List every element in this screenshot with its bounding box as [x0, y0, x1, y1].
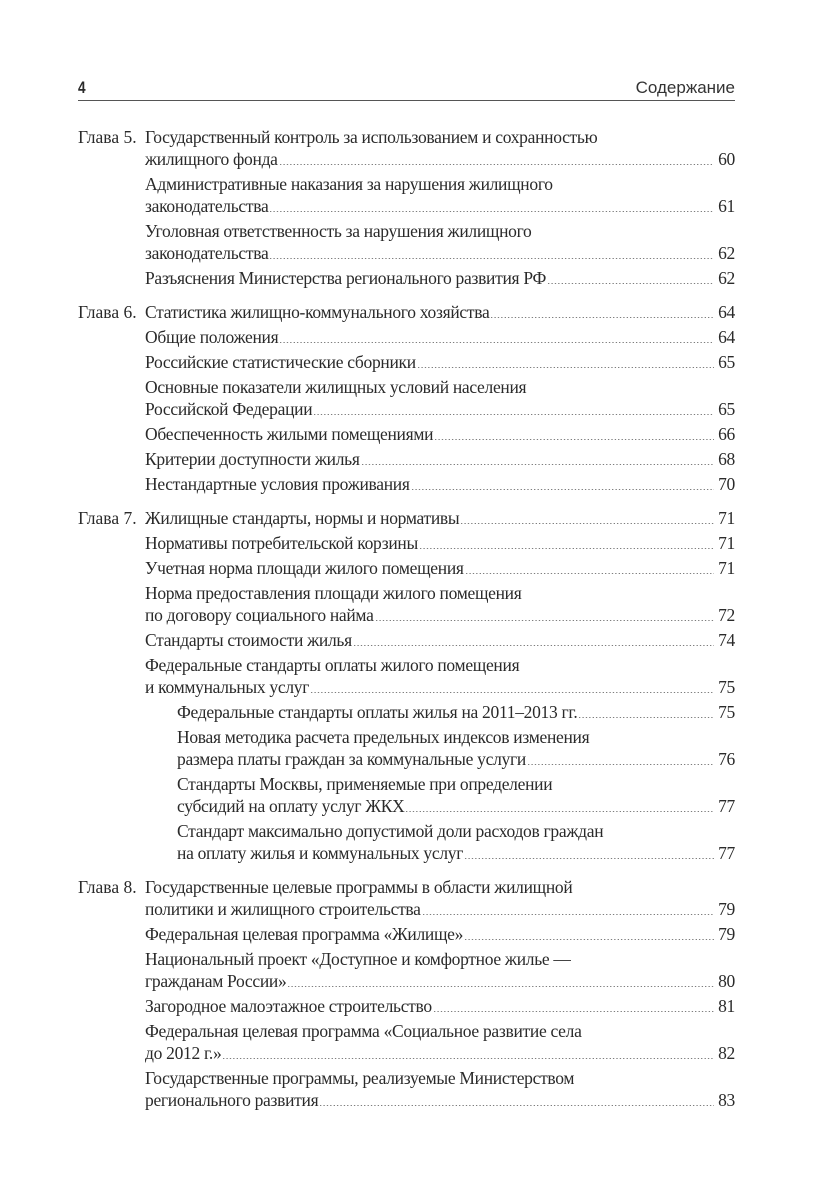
entry-page-number: 77: [718, 796, 735, 816]
toc-entry[interactable]: [78, 173, 735, 217]
entry-title: по договору социального найма: [145, 605, 374, 625]
entry-title: жилищного фонда: [145, 149, 278, 169]
entry-page-number: 71: [718, 558, 735, 578]
chapter-label: Глава 7.: [78, 508, 137, 528]
toc-entry[interactable]: [78, 267, 735, 289]
toc-entry[interactable]: [78, 1020, 735, 1064]
entry-title: Нестандартные условия проживания: [145, 474, 410, 494]
entry-title: политики и жилищного строительства: [145, 899, 421, 919]
toc-entry[interactable]: [78, 473, 735, 495]
entry-title: Жилищные стандарты, нормы и нормативы: [145, 508, 460, 528]
toc-entry[interactable]: [78, 582, 735, 626]
dot-leader: [490, 317, 714, 318]
dot-leader: [287, 986, 714, 987]
entry-title: Государственный контроль за использованием и сохранностью: [145, 127, 598, 147]
entry-title: Стандарты Москвы, применяемые при определении: [177, 774, 553, 794]
dot-leader: [375, 620, 714, 621]
toc-entry[interactable]: [78, 126, 735, 170]
entry-page-number: 61: [718, 196, 735, 216]
entry-title: законодательства: [145, 196, 269, 216]
toc-entry[interactable]: [78, 654, 735, 698]
toc-entry[interactable]: [78, 701, 735, 723]
dot-leader: [411, 489, 714, 490]
entry-page-number: 62: [718, 268, 735, 288]
entry-title: Федеральная целевая программа «Социальное развитие села: [145, 1021, 582, 1041]
chapter-label: Глава 6.: [78, 302, 137, 322]
dot-leader: [417, 367, 714, 368]
entry-page-number: 80: [718, 971, 735, 991]
dot-leader: [269, 211, 714, 212]
dot-leader: [547, 283, 714, 284]
entry-title: регионального развития: [145, 1090, 319, 1110]
entry-page-number: 60: [718, 149, 735, 169]
dot-leader: [527, 764, 714, 765]
entry-page-number: 82: [718, 1043, 735, 1063]
chapter-label: Глава 8.: [78, 877, 137, 897]
toc-entry[interactable]: [78, 726, 735, 770]
dot-leader: [419, 548, 714, 549]
toc-entry[interactable]: [78, 326, 735, 348]
entry-title: Норма предоставления площади жилого помещения: [145, 583, 522, 603]
entry-title: Разъяснения Министерства регионального развития РФ: [145, 268, 546, 288]
toc-chapter: [78, 876, 735, 1111]
dot-leader: [222, 1058, 714, 1059]
running-header: [78, 76, 735, 101]
entry-title: Новая методика расчета предельных индексов изменения: [177, 727, 590, 747]
dot-leader: [465, 573, 714, 574]
dot-leader: [464, 858, 714, 859]
entry-title: Государственные программы, реализуемые Министерством: [145, 1068, 575, 1088]
dot-leader: [405, 811, 714, 812]
entry-title: Учетная норма площади жилого помещения: [145, 558, 464, 578]
dot-leader: [310, 692, 714, 693]
entry-page-number: 65: [718, 399, 735, 419]
entry-title: Национальный проект «Доступное и комфортное жилье —: [145, 949, 571, 969]
entry-title: Федеральная целевая программа «Жилище»: [145, 924, 464, 944]
entry-title: Статистика жилищно-коммунального хозяйства: [145, 302, 490, 322]
entry-title: субсидий на оплату услуг ЖКХ: [177, 796, 405, 816]
toc-entry[interactable]: [78, 532, 735, 554]
entry-title: до 2012 г.»: [145, 1043, 222, 1063]
dot-leader: [464, 939, 714, 940]
entry-page-number: 66: [718, 424, 735, 444]
entry-title: размера платы граждан за коммунальные услуги: [177, 749, 526, 769]
entry-page-number: 74: [718, 630, 735, 650]
entry-title: Административные наказания за нарушения жилищного: [145, 174, 553, 194]
toc-chapter: [78, 126, 735, 289]
entry-title: Загородное малоэтажное строительство: [145, 996, 432, 1016]
toc-entry[interactable]: [78, 301, 735, 323]
toc-chapter: [78, 507, 735, 864]
toc-entry[interactable]: [78, 351, 735, 373]
entry-title: законодательства: [145, 243, 269, 263]
entry-page-number: 71: [718, 533, 735, 553]
toc-chapter: [78, 301, 735, 495]
toc-entry[interactable]: [78, 629, 735, 651]
toc-entry[interactable]: [78, 557, 735, 579]
dot-leader: [319, 1105, 714, 1106]
toc-entry[interactable]: [78, 448, 735, 470]
toc-entry[interactable]: [78, 820, 735, 864]
entry-title: на оплату жилья и коммунальных услуг: [177, 843, 464, 863]
entry-page-number: 64: [718, 302, 735, 322]
entry-title: Обеспеченность жилыми помещениями: [145, 424, 434, 444]
entry-title: Федеральные стандарты оплаты жилья на 2011–2013 гг.: [177, 702, 578, 722]
entry-page-number: 75: [718, 677, 735, 697]
toc-entry[interactable]: [78, 948, 735, 992]
entry-title: Основные показатели жилищных условий населения: [145, 377, 527, 397]
entry-page-number: 75: [718, 702, 735, 722]
entry-title: Нормативы потребительской корзины: [145, 533, 418, 553]
entry-title: Стандарты стоимости жилья: [145, 630, 352, 650]
entry-page-number: 71: [718, 508, 735, 528]
page-number: 4: [78, 78, 86, 97]
entry-page-number: 72: [718, 605, 735, 625]
entry-title: Уголовная ответственность за нарушения жилищного: [145, 221, 532, 241]
entry-page-number: 65: [718, 352, 735, 372]
dot-leader: [460, 523, 714, 524]
entry-page-number: 64: [718, 327, 735, 347]
dot-leader: [269, 258, 714, 259]
entry-title: гражданам России»: [145, 971, 287, 991]
entry-title: Стандарт максимально допустимой доли расходов граждан: [177, 821, 604, 841]
dot-leader: [433, 1011, 714, 1012]
dot-leader: [353, 645, 714, 646]
entry-page-number: 62: [718, 243, 735, 263]
chapter-label: Глава 5.: [78, 127, 137, 147]
toc-entry[interactable]: [78, 220, 735, 264]
toc-entry[interactable]: [78, 376, 735, 420]
dot-leader: [422, 914, 714, 915]
entry-title: и коммунальных услуг: [145, 677, 310, 697]
entry-page-number: 68: [718, 449, 735, 469]
toc-entry[interactable]: [78, 423, 735, 445]
entry-page-number: 70: [718, 474, 735, 494]
entry-title: Общие положения: [145, 327, 279, 347]
dot-leader: [361, 464, 714, 465]
dot-leader: [313, 414, 714, 415]
dot-leader: [434, 439, 714, 440]
entry-page-number: 81: [718, 996, 735, 1016]
entry-title: Федеральные стандарты оплаты жилого помещения: [145, 655, 520, 675]
toc-entry[interactable]: [78, 507, 735, 529]
entry-title: Российской Федерации: [145, 399, 313, 419]
entry-title: Государственные целевые программы в области жилищной: [145, 877, 573, 897]
dot-leader: [279, 164, 714, 165]
toc-entry[interactable]: [78, 923, 735, 945]
toc-entry[interactable]: [78, 773, 735, 817]
entry-page-number: 76: [718, 749, 735, 769]
toc-entry[interactable]: [78, 995, 735, 1017]
entry-title: Российские статистические сборники: [145, 352, 416, 372]
entry-page-number: 79: [718, 924, 735, 944]
entry-page-number: 83: [718, 1090, 735, 1110]
running-title: Содержание: [635, 78, 735, 97]
entry-title: Критерии доступности жилья: [145, 449, 360, 469]
entry-page-number: 77: [718, 843, 735, 863]
entry-page-number: 79: [718, 899, 735, 919]
table-of-contents: [78, 126, 735, 1123]
toc-entry[interactable]: [78, 1067, 735, 1111]
toc-entry[interactable]: [78, 876, 735, 920]
dot-leader: [578, 717, 714, 718]
dot-leader: [279, 342, 714, 343]
